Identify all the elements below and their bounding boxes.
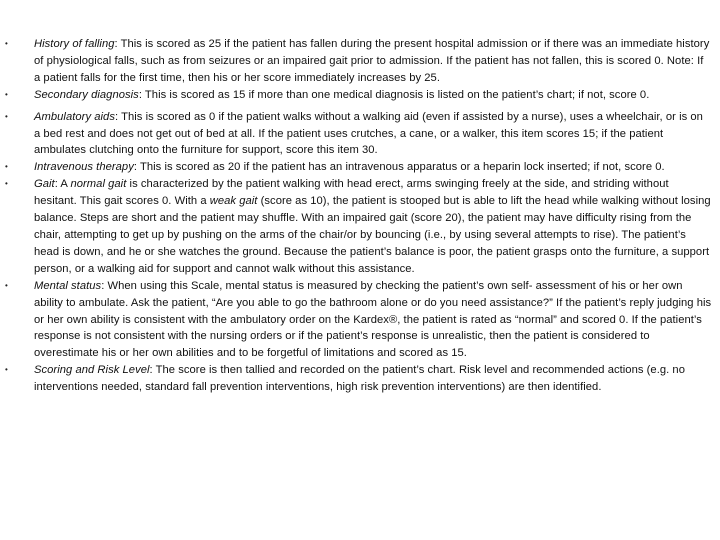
item-text-b: is characterized by the patient walking with head erect, arms swinging freely at the side, and striding without hesitant. This gait scores 0. With a <box>34 178 669 208</box>
list-item-scoring-and-risk-level <box>0 362 720 396</box>
item-term: History of falling <box>34 38 115 50</box>
bullet-icon: • <box>5 39 8 48</box>
item-text-c: (score as 10), the patient is stooped but is able to lift the head while walking without losing balance. Steps are short and the patient may shuffle. With an impaired gait (score 20), the patient may have difficulty rising from the chair, attempting to get up by pushing on the arms of the chair/or by bouncing (i.e., by using several attempts to rise). The patient’s head is down, and he or she watches the ground. Because the patient’s balance is poor, the patient grasps onto the furniture, a support person, or a walking aid for support and cannot walk without this assistance. <box>34 195 711 275</box>
list-item-history-of-falling <box>0 36 720 87</box>
bullet-icon: • <box>5 111 8 121</box>
bullet-icon: • <box>5 89 8 99</box>
item-text: : This is scored as 15 if more than one medical diagnosis is listed on the patient’s chart; if not, score 0. <box>138 88 650 101</box>
list-item-ambulatory-aids <box>0 109 720 160</box>
item-text: : This is scored as 20 if the patient has an intravenous apparatus or a heparin lock inserted; if not, score 0. <box>133 161 665 174</box>
item-term: Secondary diagnosis <box>34 88 139 101</box>
list-item-intravenous-therapy <box>0 159 720 176</box>
bullet-list <box>0 36 720 396</box>
bullet-icon: • <box>5 365 8 375</box>
item-term: Scoring and Risk Level <box>34 364 150 377</box>
bullet-icon: • <box>5 179 8 189</box>
item-text-a: : A <box>54 178 71 191</box>
item-emphasis-weak-gait: weak gait <box>209 195 258 208</box>
item-text: : This is scored as 0 if the patient walks without a walking aid (even if assisted by a nurse), uses a wheelchair, or is on a bed rest and does not get out of bed at all. If the patient uses crutches, a cane, or a walker, this item scores 15; if the patient ambulates clutching onto the furniture for support, score this item 30. <box>34 110 703 157</box>
item-term: Mental status <box>34 279 102 292</box>
item-text: : This is scored as 25 if the patient has fallen during the present hospital admission or if there was an immediate history of physiological falls, such as from seizures or an impaired gait prior to admission. If the patient has not fallen, this is scored 0. Note: If a patient falls for the first time, then his or her score immediately increases by 25. <box>34 38 710 84</box>
item-text: : When using this Scale, mental status is measured by checking the patient’s own self- assessment of his or her own ability to ambulate. Ask the patient, “Are you able to go the bathroom alone or do you need assistance?” If the patient’s reply judging his or her own ability is consistent with the ambulatory order on the Kardex®, the patient is rated as “normal” and scored 0. If the patient’s response is not consistent with the nursing orders or if the patient’s response is unrealistic, then the patient is considered to overestimate his or her own abilities and to be forgetful of limitations and scored as 15. <box>34 279 712 360</box>
item-term: Gait <box>34 178 55 191</box>
list-item-gait <box>0 176 720 277</box>
item-emphasis-normal-gait: normal gait <box>70 178 127 191</box>
bullet-icon: • <box>5 162 8 172</box>
list-item-mental-status <box>0 278 720 363</box>
list-item-secondary-diagnosis <box>0 87 720 104</box>
bullet-icon: • <box>5 280 8 290</box>
item-term: Ambulatory aids <box>34 110 115 123</box>
item-term: Intravenous therapy <box>34 161 134 174</box>
item-text: : The score is then tallied and recorded on the patient’s chart. Risk level and recommended actions (e.g. no interventions needed, standard fall prevention interventions, high risk prevention interventions) are then identified. <box>34 364 685 394</box>
